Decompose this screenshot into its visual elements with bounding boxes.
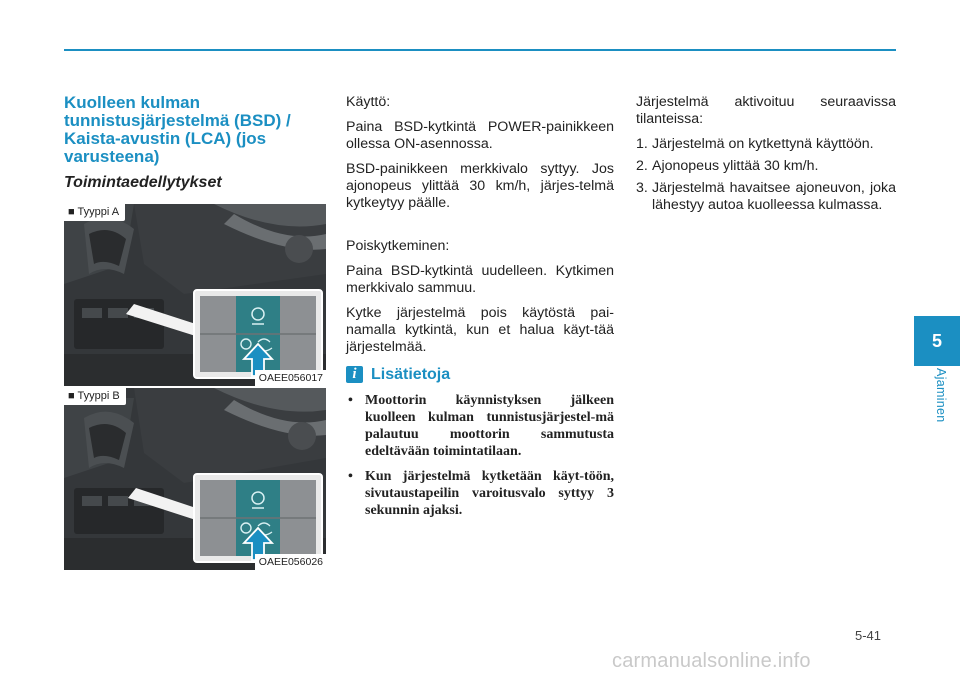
figure-type-b [64,388,326,570]
figure-type-label: ■ Tyyppi A [64,204,125,221]
off-paragraph-2: Kytke järjestelmä pois käytöstä pai-namalla kytkintä, kun et halua käyt-tää järjestelmää. [346,305,614,355]
off-heading: Poiskytkeminen: [346,238,450,254]
column-3 [636,94,896,219]
usage-paragraph-2: BSD-painikkeen merkkivalo syttyy. Jos ajonopeus ylittää 30 km/h, järjes-telmä kytkeytyy päälle. [346,161,614,211]
watermark: carmanualsonline.info [612,650,811,672]
chapter-number-tab: 5 [914,316,960,366]
list-item: • Moottorin käynnistyksen jälkeen kuolleen kulman tunnistusjärjestel-mä palautuu moottorin sammutusta edeltävään toimintatilaan. [348,393,614,459]
column-2 [346,94,614,527]
list-item: 3. Järjestelmä havaitsee ajoneuvon, joka lähestyy autoa kuolleessa kulmassa. [636,180,896,213]
list-item: 2. Ajonopeus ylittää 30 km/h. [636,158,819,174]
off-paragraph-1: Paina BSD-kytkintä uudelleen. Kytkimen merkkivalo sammuu. [346,263,614,296]
list-item: • Kun järjestelmä kytketään käyt-töön, sivutaustapeilin varoitusvalo syttyy 3 sekunnin ajaksi. [348,469,614,518]
usage-heading: Käyttö: [346,94,391,110]
info-title: Lisätietoja [371,366,451,383]
list-item: 1. Järjestelmä on kytkettynä käyttöön. [636,136,874,152]
figure-type-a [64,204,326,386]
top-rule [64,49,896,51]
section-title: Kuolleen kulman tunnistusjärjestelmä (BSD) / Kaista-avustin (LCA) (jos varusteena) [64,93,291,166]
chapter-label: Ajaminen [934,368,948,423]
figure-code: OAEE056026 [255,554,326,570]
dashboard-photo-b [64,388,326,570]
info-icon: i [346,366,363,383]
activation-list [636,136,896,214]
figure-code: OAEE056017 [255,370,326,386]
page-number: 5-41 [855,628,882,643]
activation-intro: Järjestelmä aktivoituu seuraavissa tilanteissa: [636,94,896,127]
figure-type-label: ■ Tyyppi B [64,388,126,405]
usage-paragraph-1: Paina BSD-kytkintä POWER-painikkeen ollessa ON-asennossa. [346,119,614,152]
info-heading [346,366,614,383]
section-subtitle: Toimintaedellytykset [64,174,222,191]
dashboard-photo-a [64,204,326,386]
info-bullet-list [346,392,614,519]
